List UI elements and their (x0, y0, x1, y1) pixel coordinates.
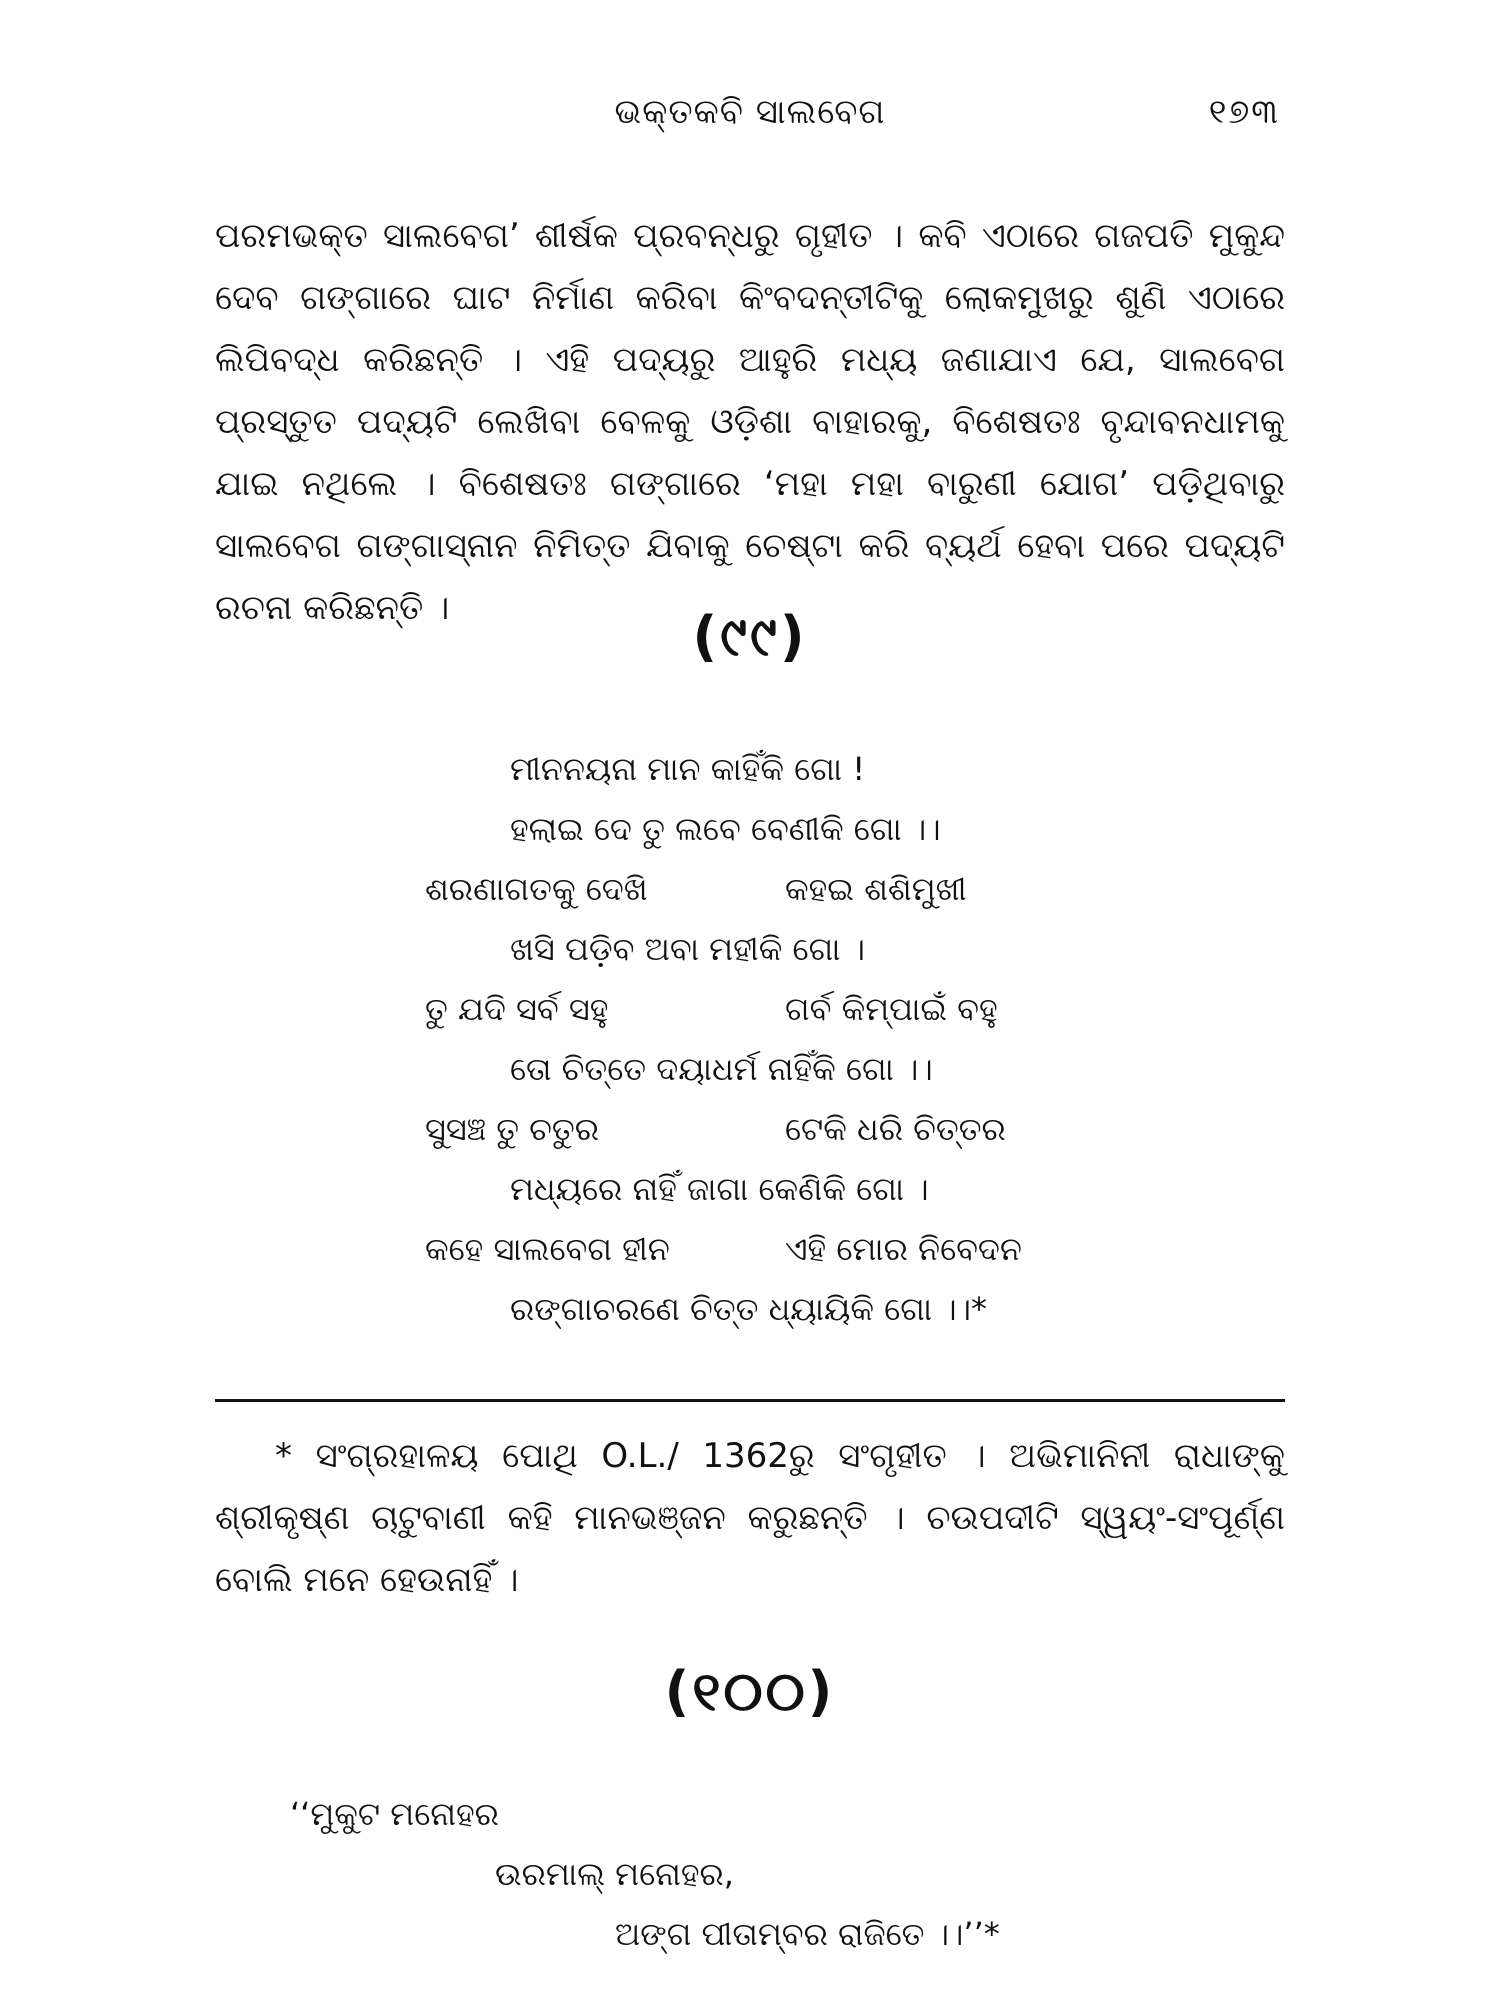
verse-line: ‘‘ମୁକୁଟ ମନୋହର (290, 1795, 499, 1833)
page-number: ୧୭୩ (1208, 92, 1280, 132)
verse-line: ଏହି ମୋର ନିବେଦନ (785, 1230, 1022, 1268)
footnote-text: * ସଂଗ୍ରହାଳୟ ପୋଥି O.L./ 1362ରୁ ସଂଗୃହୀତ । ଅଭିମାନିନୀ ରାଧାଙ୍କୁ ଶ୍ରୀକୃଷ୍ଣ ଚାଟୁବାଣୀ କହି ମାନଭଞ୍ଜନ କରୁଛନ୍ତି । ଚଉପଦୀଟି ସ୍ୱୟଂ-ସଂପୂର୍ଣ୍ଣ ବୋଲି ମନେ ହେଉନାହିଁ । (215, 1436, 1285, 1600)
verse-line: ସୁସଞ୍ଚ ତୁ ଚତୁର (425, 1110, 600, 1148)
intro-paragraph (215, 205, 1285, 639)
verse-line: ତୋ ଚିତ୍ତେ ଦୟାଧର୍ମ ନାହିଁକି ଗୋ ।। (510, 1050, 933, 1088)
footnote (215, 1425, 1285, 1611)
verse-line: ଗର୍ବ କିମ୍ପାଇଁ ବହୁ (785, 990, 998, 1028)
poem-99-number: (୯୯) (692, 605, 808, 668)
verse-line: ରଙ୍ଗାଚରଣେ ଚିତ୍ତ ଧ୍ୟାୟିକି ଗୋ ।।* (510, 1290, 988, 1328)
running-title: ଭକ୍ତକବି ସାଲବେଗ (614, 92, 886, 132)
verse-line: କହେ ସାଲବେଗ ହୀନ (425, 1230, 670, 1268)
poem-100-number: (୧୦୦) (664, 1660, 836, 1723)
footnote-divider (215, 1399, 1285, 1402)
verse-line: ଟେକି ଧରି ଚିତ୍ତର (785, 1110, 1006, 1148)
intro-text: ପରମଭକ୍ତ ସାଲବେଗ’ ଶୀର୍ଷକ ପ୍ରବନ୍ଧରୁ ଗୃହୀତ । କବି ଏଠାରେ ଗଜପତି ମୁକୁନ୍ଦ ଦେବ ଗଙ୍ଗାରେ ଘାଟ ନିର୍ମାଣ କରିବା କିଂବଦନ୍ତୀଟିକୁ ଲୋକମୁଖରୁ ଶୁଣି ଏଠାରେ ଲିପିବଦ୍ଧ କରିଛନ୍ତି । ଏହି ପଦ୍ୟରୁ ଆହୁରି ମଧ୍ୟ ଜଣାଯାଏ ଯେ, ସାଲବେଗ ପ୍ରସ୍ତୁତ ପଦ୍ୟଟି ଲେଖିବା ବେଳକୁ ଓଡ଼ିଶା ବାହାରକୁ, ବିଶେଷତଃ ବୃନ୍ଦାବନଧାମକୁ ଯାଇ ନଥିଲେ । ବିଶେଷତଃ ଗଙ୍ଗାରେ ‘ମହା ମହା ବାରୁଣୀ ଯୋଗ’ ପଡ଼ିଥିବାରୁ ସାଲବେଗ ଗଙ୍ଗାସ୍ନାନ ନିମିତ୍ତ ଯିବାକୁ ଚେଷ୍ଟା କରି ବ୍ୟର୍ଥ ହେବା ପରେ ପଦ୍ୟଟି ରଚନା କରିଛନ୍ତି । (215, 216, 1285, 628)
verse-line: ତୁ ଯଦି ସର୍ବ ସହୁ (425, 990, 609, 1028)
verse-line: ଖସି ପଡ଼ିବ ଅବା ମହୀକି ଗୋ । (510, 930, 866, 968)
verse-line: ଉରମାଲ୍ ମନୋହର, (495, 1855, 734, 1893)
verse-line: ଶରଣାଗତକୁ ଦେଖି (425, 870, 648, 908)
verse-line: କହଇ ଶଶିମୁଖୀ (785, 870, 967, 908)
verse-line: ମଧ୍ୟରେ ନାହିଁ ଜାଗା କେଣିକି ଗୋ । (510, 1170, 929, 1208)
verse-line: ମୀନନୟନା ମାନ କାହିଁକି ଗୋ ! (510, 750, 866, 788)
verse-line: ହଲାଇ ଦେ ତୁ ଲବେ ବେଣୀକି ଗୋ ।। (510, 810, 941, 848)
verse-line: ଅଙ୍ଗ ପୀତାମ୍ବର ରାଜିତେ ।।’’* (615, 1915, 1000, 1953)
